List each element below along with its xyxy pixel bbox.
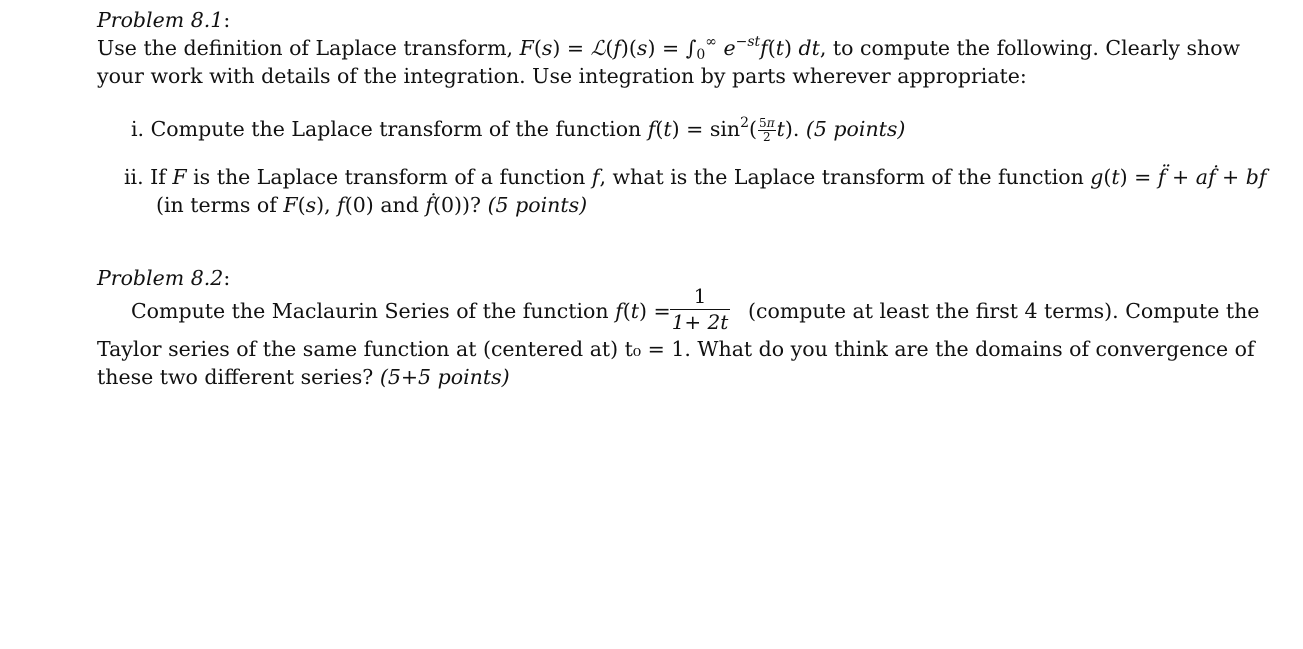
item-ii-label: ii.: [124, 165, 144, 189]
problem-8-1-heading: [97, 10, 230, 31]
p82-function-lhs: f(t) =: [615, 299, 671, 323]
problem-8-2-line-2: Taylor series of the same function at (centered at) t₀ = 1. What do you think are the domains of convergence of: [97, 337, 1255, 361]
item-i-label: i.: [131, 117, 145, 142]
laplace-definition-formula: F(s) = ℒ(f)(s) = ∫0∞ $e^{-st}f(t)$ dt: [519, 34, 820, 63]
problem-8-2-heading-label: Problem 8.2: [97, 266, 224, 290]
item-ii-line2-c: )?: [462, 193, 488, 217]
problem-8-1-line-2: your work with details of the integration. Use integration by parts wherever appropriate:: [97, 64, 1027, 88]
fraction-denominator: 1+ 2t: [671, 310, 729, 334]
p82-line1-text-a: Compute the Maclaurin Series of the function: [131, 299, 616, 323]
p81-line1-text-b: , to compute the following. Clearly show: [819, 36, 1241, 60]
item-ii-line2-b: and: [373, 193, 426, 217]
problem-8-2-heading: [97, 268, 230, 289]
problem-8-2-line-1-b: (compute at least the first 4 terms). Compute the: [748, 299, 1260, 323]
item-ii-line2-a: (in terms of: [156, 193, 284, 217]
problem-8-2-line-3: [97, 367, 510, 388]
item-i-formula: $f(t) = \sin^2$( $\frac{5\pi}{2}$ t).: [647, 115, 800, 145]
problem-8-1-heading-colon: :: [223, 8, 231, 32]
problem-8-1-line-1: [97, 34, 1241, 63]
p82-line3-text: these two different series?: [97, 365, 380, 389]
item-i-points: (5 points): [805, 117, 906, 142]
problem-8-2-heading-colon: :: [223, 266, 231, 290]
problem-8-1-item-ii: [124, 167, 1266, 188]
maclaurin-fraction: [670, 286, 730, 332]
item-ii-text-c: , what is the Laplace transform of the function: [599, 165, 1091, 189]
item-ii-points: (5 points): [487, 193, 588, 217]
fraction-numerator: 1: [693, 284, 707, 308]
item-ii-text-b: is the Laplace transform of a function: [186, 165, 592, 189]
problem-8-1-heading-label: Problem 8.1: [97, 8, 224, 32]
p82-points: (5+5 points): [379, 365, 510, 389]
problem-8-1-item-i: [131, 117, 905, 144]
symbol-F: F: [172, 165, 187, 189]
symbol-f: f: [591, 165, 600, 189]
p81-line1-text-a: Use the definition of Laplace transform,: [97, 36, 520, 60]
item-ii-formula: g(t) = f̈ + aḟ + bf: [1090, 165, 1267, 189]
problem-8-2-line-1: [131, 301, 671, 322]
item-ii-text-a: If: [150, 165, 173, 189]
problem-8-1-item-ii-line-2: (in terms of F(s), f(0) and ḟ(0))? (5 points): [156, 193, 588, 217]
item-i-text: Compute the Laplace transform of the function: [150, 117, 648, 142]
